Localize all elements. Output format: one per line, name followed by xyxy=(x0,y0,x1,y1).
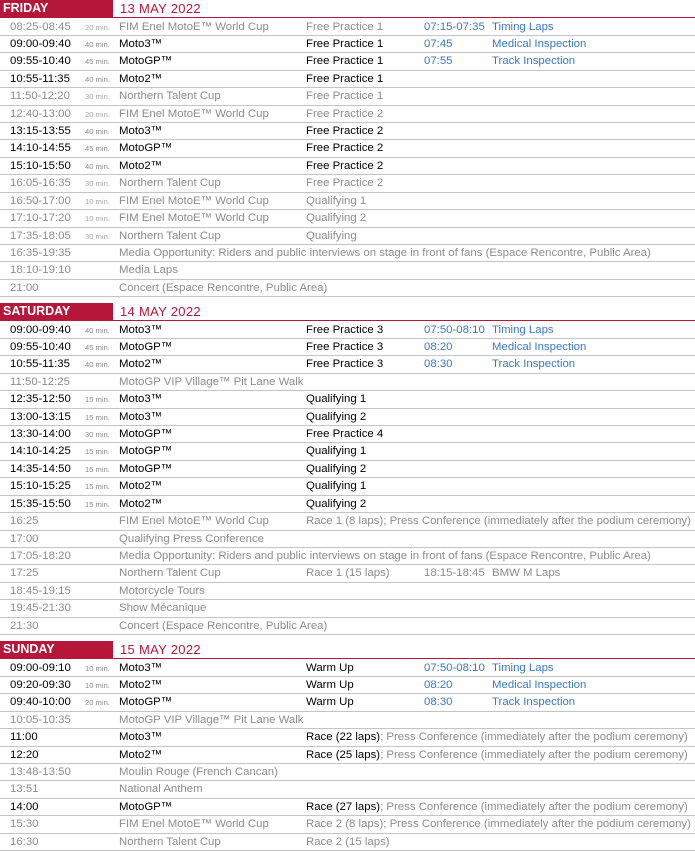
session-name xyxy=(306,88,383,104)
schedule-row xyxy=(0,140,695,157)
session-class: Northern Talent Cup xyxy=(119,229,221,242)
aux-activity: Track Inspection xyxy=(492,358,576,371)
session-class: Media Opportunity: Riders and public interviews on stage in front of fans (Espace Rencontre, Public Area) xyxy=(119,549,651,562)
session-time: 16:50-17:00 xyxy=(10,194,71,207)
session-time: 11:00 xyxy=(10,731,38,744)
schedule-row xyxy=(0,88,695,105)
schedule-row xyxy=(0,322,695,339)
schedule-row xyxy=(0,210,695,227)
session-duration: 15 min. xyxy=(85,412,110,422)
schedule-row xyxy=(0,712,695,729)
session-duration: 40 min. xyxy=(85,39,110,49)
session-class: MotoGP VIP Village™ Pit Lane Walk xyxy=(119,713,304,726)
session-time: 17:35-18:05 xyxy=(10,229,71,242)
session-time: 16:05-16:35 xyxy=(10,177,71,190)
session-duration: 20 min. xyxy=(85,698,110,708)
session-class: Moto2™ xyxy=(119,678,163,691)
schedule-row xyxy=(0,245,695,262)
schedule-row xyxy=(0,747,695,764)
session-label: Qualifying 1 xyxy=(306,480,367,493)
session-duration: 15 min. xyxy=(85,499,110,509)
session-label: Free Practice 2 xyxy=(306,177,384,190)
session-label: Warm Up xyxy=(306,661,354,674)
session-duration: 30 min. xyxy=(85,179,110,189)
session-class: Media Laps xyxy=(119,264,178,277)
session-name xyxy=(306,36,383,52)
session-label: Race (25 laps) xyxy=(306,748,381,761)
session-time: 13:51 xyxy=(10,783,39,796)
aux-time: 08:20 xyxy=(424,340,453,353)
schedule-row xyxy=(0,262,695,279)
session-class: FIM Enel MotoE™ World Cup xyxy=(119,515,269,528)
session-time: 15:30 xyxy=(10,818,39,831)
session-note: ; Press Conference (immediately after the podium ceremony) xyxy=(380,731,688,744)
schedule-row xyxy=(0,677,695,694)
schedule-row xyxy=(0,53,695,70)
session-time: 08:25-08:45 xyxy=(10,20,71,33)
session-time: 10:55-11:35 xyxy=(10,72,70,85)
schedule-row xyxy=(0,391,695,408)
session-note: ; Press Conference (immediately after the podium ceremony) xyxy=(380,800,688,813)
session-class: Moto3™ xyxy=(119,731,163,744)
schedule-row xyxy=(0,478,695,495)
session-time: 12:40-13:00 xyxy=(10,107,71,120)
session-class: FIM Enel MotoE™ World Cup xyxy=(119,20,269,33)
session-note: ; Press Conference (immediately after the podium ceremony) xyxy=(383,515,691,528)
session-label: Qualifying 2 xyxy=(306,462,367,475)
session-name xyxy=(306,461,366,477)
session-duration: 15 min. xyxy=(85,464,110,474)
session-class: Moto2™ xyxy=(119,358,163,371)
session-name xyxy=(306,496,366,512)
session-name xyxy=(306,228,357,244)
session-time: 09:55-10:40 xyxy=(10,55,71,68)
schedule-row xyxy=(0,193,695,210)
session-label: Free Practice 1 xyxy=(306,55,384,68)
schedule-row xyxy=(0,443,695,460)
session-class: MotoGP™ xyxy=(119,462,173,475)
session-name xyxy=(306,19,383,35)
session-time: 10:05-10:35 xyxy=(10,713,71,726)
schedule-row xyxy=(0,280,695,297)
aux-activity: BMW M Laps xyxy=(492,567,561,580)
session-time: 09:00-09:40 xyxy=(10,37,71,50)
session-time: 13:48-13:50 xyxy=(10,766,71,779)
session-class: FIM Enel MotoE™ World Cup xyxy=(119,818,269,831)
session-class: Moto3™ xyxy=(119,37,163,50)
schedule-row xyxy=(0,36,695,53)
session-class: MotoGP™ xyxy=(119,800,173,813)
session-label: Free Practice 3 xyxy=(306,323,384,336)
session-class: Concert (Espace Rencontre, Public Area) xyxy=(119,281,328,294)
schedule-row xyxy=(0,583,695,600)
session-class: Motorcycle Tours xyxy=(119,584,205,597)
schedule-row xyxy=(0,799,695,816)
session-name xyxy=(306,677,354,693)
session-duration: 40 min. xyxy=(85,360,110,370)
session-class: Northern Talent Cup xyxy=(119,90,221,103)
session-name xyxy=(306,513,691,529)
session-name xyxy=(306,409,366,425)
session-label: Qualifying 2 xyxy=(306,410,367,423)
session-name xyxy=(306,193,366,209)
day-name: FRIDAY xyxy=(0,0,113,17)
session-duration: 30 min. xyxy=(85,231,110,241)
session-time: 10:55-11:35 xyxy=(10,358,70,371)
aux-time: 08:30 xyxy=(424,696,453,709)
day-header xyxy=(0,0,695,18)
session-name xyxy=(306,71,383,87)
aux-activity: Timing Laps xyxy=(492,20,554,33)
session-time: 13:15-13:55 xyxy=(10,125,71,138)
schedule-row xyxy=(0,374,695,391)
session-name xyxy=(306,443,366,459)
session-name xyxy=(306,660,354,676)
schedule-row xyxy=(0,339,695,356)
session-time: 17:25 xyxy=(10,567,39,580)
session-duration: 30 min. xyxy=(85,430,110,440)
session-class: Moto3™ xyxy=(119,323,163,336)
schedule-row xyxy=(0,694,695,711)
session-duration: 45 min. xyxy=(85,57,110,67)
session-time: 09:55-10:40 xyxy=(10,340,71,353)
session-note: ; Press Conference (immediately after the podium ceremony) xyxy=(383,818,691,831)
session-time: 17:00 xyxy=(10,532,39,545)
aux-time: 07:50-08:10 xyxy=(424,661,485,674)
session-time: 14:10-14:55 xyxy=(10,142,71,155)
session-label: Qualifying 1 xyxy=(306,194,367,207)
session-label: Warm Up xyxy=(306,696,354,709)
session-class: Moto3™ xyxy=(119,410,163,423)
session-time: 17:05-18:20 xyxy=(10,549,71,562)
aux-activity: Timing Laps xyxy=(492,661,554,674)
session-name xyxy=(306,799,688,815)
session-time: 14:10-14:25 xyxy=(10,445,71,458)
session-name xyxy=(306,322,383,338)
schedule-row xyxy=(0,356,695,373)
session-time: 16:35-19:35 xyxy=(10,246,71,259)
day-name: SUNDAY xyxy=(0,641,113,658)
session-class: Show Mécanique xyxy=(119,602,207,615)
aux-time: 08:20 xyxy=(424,678,453,691)
session-time: 21:30 xyxy=(10,619,39,632)
aux-activity: Timing Laps xyxy=(492,323,554,336)
session-name xyxy=(306,478,366,494)
session-class: MotoGP™ xyxy=(119,55,173,68)
aux-time: 07:50-08:10 xyxy=(424,323,485,336)
schedule-row xyxy=(0,175,695,192)
session-label: Free Practice 1 xyxy=(306,72,384,85)
day-date: 14 MAY 2022 xyxy=(120,304,201,319)
session-name xyxy=(306,339,383,355)
session-time: 11:50-12:20 xyxy=(10,90,70,103)
session-duration: 20 min. xyxy=(85,109,110,119)
session-label: Free Practice 2 xyxy=(306,142,384,155)
session-time: 14:35-14:50 xyxy=(10,462,71,475)
session-time: 09:00-09:10 xyxy=(10,661,71,674)
session-time: 16:30 xyxy=(10,835,39,848)
schedule-row xyxy=(0,513,695,530)
session-class: Moto2™ xyxy=(119,159,163,172)
aux-activity: Medical Inspection xyxy=(492,340,587,353)
session-duration: 20 min. xyxy=(85,22,110,32)
session-name xyxy=(306,356,383,372)
session-label: Race (27 laps) xyxy=(306,800,381,813)
schedule-row xyxy=(0,660,695,677)
schedule-row xyxy=(0,600,695,617)
schedule-row xyxy=(0,158,695,175)
session-label: Free Practice 2 xyxy=(306,125,384,138)
session-time: 13:30-14:00 xyxy=(10,428,71,441)
session-class: Moto2™ xyxy=(119,480,163,493)
session-name xyxy=(306,426,383,442)
session-label: Qualifying 1 xyxy=(306,445,367,458)
session-class: Northern Talent Cup xyxy=(119,567,221,580)
session-label: Qualifying 2 xyxy=(306,497,367,510)
schedule-row xyxy=(0,729,695,746)
session-class: Moto3™ xyxy=(119,125,163,138)
session-name xyxy=(306,747,688,763)
session-label: Free Practice 2 xyxy=(306,159,384,172)
schedule-row xyxy=(0,228,695,245)
session-duration: 40 min. xyxy=(85,74,110,84)
session-duration: 30 min. xyxy=(85,92,110,102)
session-class: MotoGP VIP Village™ Pit Lane Walk xyxy=(119,375,304,388)
session-duration: 10 min. xyxy=(85,214,110,224)
session-duration: 45 min. xyxy=(85,342,110,352)
day-name: SATURDAY xyxy=(0,303,113,320)
session-label: Qualifying 1 xyxy=(306,393,367,406)
session-label: Free Practice 1 xyxy=(306,90,384,103)
session-time: 16:25 xyxy=(10,515,39,528)
session-class: MotoGP™ xyxy=(119,428,173,441)
session-time: 15:10-15:50 xyxy=(10,159,71,172)
session-name xyxy=(306,816,691,832)
session-label: Free Practice 3 xyxy=(306,358,384,371)
day-date: 13 MAY 2022 xyxy=(120,1,201,16)
session-duration: 10 min. xyxy=(85,680,110,690)
aux-time: 08:30 xyxy=(424,358,453,371)
session-class: Northern Talent Cup xyxy=(119,835,221,848)
session-class: Moto3™ xyxy=(119,393,163,406)
schedule-row xyxy=(0,19,695,36)
session-class: MotoGP™ xyxy=(119,142,173,155)
session-name xyxy=(306,158,383,174)
session-class: FIM Enel MotoE™ World Cup xyxy=(119,107,269,120)
session-name xyxy=(306,834,390,850)
session-class: FIM Enel MotoE™ World Cup xyxy=(119,212,269,225)
session-duration: 40 min. xyxy=(85,325,110,335)
session-class: FIM Enel MotoE™ World Cup xyxy=(119,194,269,207)
day-header xyxy=(0,303,695,321)
session-class: MotoGP™ xyxy=(119,445,173,458)
session-time: 12:35-12:50 xyxy=(10,393,71,406)
aux-activity: Medical Inspection xyxy=(492,37,587,50)
schedule-row xyxy=(0,565,695,582)
session-label: Race 1 (8 laps) xyxy=(306,515,384,528)
session-label: Race 2 (8 laps) xyxy=(306,818,384,831)
session-class: Moulin Rouge (French Cancan) xyxy=(119,766,278,779)
session-duration: 10 min. xyxy=(85,196,110,206)
session-class: MotoGP™ xyxy=(119,340,173,353)
session-duration: 15 min. xyxy=(85,482,110,492)
session-label: Race 1 (15 laps) xyxy=(306,567,390,580)
day-date: 15 MAY 2022 xyxy=(120,642,201,657)
session-time: 14:00 xyxy=(10,800,39,813)
session-duration: 10 min. xyxy=(85,663,110,673)
session-class: Media Opportunity: Riders and public interviews on stage in front of fans (Espace Rencontre, Public Area) xyxy=(119,246,651,259)
session-time: 09:20-09:30 xyxy=(10,678,71,691)
schedule-row xyxy=(0,764,695,781)
session-time: 09:40-10:00 xyxy=(10,696,71,709)
session-name xyxy=(306,210,366,226)
session-name xyxy=(306,694,354,710)
session-label: Qualifying 2 xyxy=(306,212,367,225)
schedule-row xyxy=(0,71,695,88)
session-label: Warm Up xyxy=(306,678,354,691)
session-time: 11:50-12:25 xyxy=(10,375,70,388)
schedule-row xyxy=(0,531,695,548)
session-name xyxy=(306,729,688,745)
session-time: 15:10-15:25 xyxy=(10,480,71,493)
schedule-row xyxy=(0,409,695,426)
session-label: Free Practice 1 xyxy=(306,37,384,50)
session-class: Northern Talent Cup xyxy=(119,177,221,190)
session-time: 18:10-19:10 xyxy=(10,264,71,277)
schedule-row xyxy=(0,461,695,478)
session-time: 19:45-21:30 xyxy=(10,602,71,615)
schedule-row xyxy=(0,496,695,513)
aux-time: 07:15-07:35 xyxy=(424,20,485,33)
session-label: Free Practice 4 xyxy=(306,428,384,441)
session-label: Free Practice 2 xyxy=(306,107,384,120)
session-class: Qualifying Press Conference xyxy=(119,532,264,545)
session-duration: 45 min. xyxy=(85,144,110,154)
session-time: 09:00-09:40 xyxy=(10,323,71,336)
session-time: 15:35-15:50 xyxy=(10,497,71,510)
session-time: 18:45-19:15 xyxy=(10,584,71,597)
session-duration: 40 min. xyxy=(85,127,110,137)
aux-activity: Medical Inspection xyxy=(492,678,587,691)
session-label: Free Practice 3 xyxy=(306,340,384,353)
session-time: 13:00-13:15 xyxy=(10,410,71,423)
schedule-row xyxy=(0,426,695,443)
session-class: Moto2™ xyxy=(119,72,163,85)
session-class: Moto3™ xyxy=(119,661,163,674)
session-time: 17:10-17:20 xyxy=(10,212,71,225)
session-label: Race (22 laps) xyxy=(306,731,381,744)
session-label: Qualifying xyxy=(306,229,357,242)
schedule-row xyxy=(0,106,695,123)
session-name xyxy=(306,565,390,581)
aux-activity: Track Inspection xyxy=(492,696,576,709)
session-class: Moto2™ xyxy=(119,497,163,510)
session-class: Moto2™ xyxy=(119,748,163,761)
schedule-row xyxy=(0,834,695,851)
session-time: 21:00 xyxy=(10,281,39,294)
aux-time: 07:45 xyxy=(424,37,453,50)
session-label: Race 2 (15 laps) xyxy=(306,835,390,848)
session-class: MotoGP™ xyxy=(119,696,173,709)
session-duration: 15 min. xyxy=(85,447,110,457)
aux-activity: Track Inspection xyxy=(492,55,576,68)
aux-time: 18:15-18:45 xyxy=(424,567,485,580)
session-name xyxy=(306,106,383,122)
session-name xyxy=(306,140,383,156)
session-class: Concert (Espace Rencontre, Public Area) xyxy=(119,619,328,632)
schedule-row xyxy=(0,781,695,798)
session-time: 12:20 xyxy=(10,748,39,761)
session-name xyxy=(306,53,383,69)
session-label: Free Practice 1 xyxy=(306,20,384,33)
session-class: National Anthem xyxy=(119,783,203,796)
schedule-row xyxy=(0,816,695,833)
session-name xyxy=(306,123,383,139)
schedule-row xyxy=(0,123,695,140)
session-name xyxy=(306,391,366,407)
session-note: ; Press Conference (immediately after the podium ceremony) xyxy=(380,748,688,761)
day-header xyxy=(0,641,695,659)
session-duration: 40 min. xyxy=(85,161,110,171)
aux-time: 07:55 xyxy=(424,55,453,68)
session-duration: 15 min. xyxy=(85,395,110,405)
session-name xyxy=(306,175,383,191)
schedule-row xyxy=(0,548,695,565)
schedule-row xyxy=(0,618,695,635)
